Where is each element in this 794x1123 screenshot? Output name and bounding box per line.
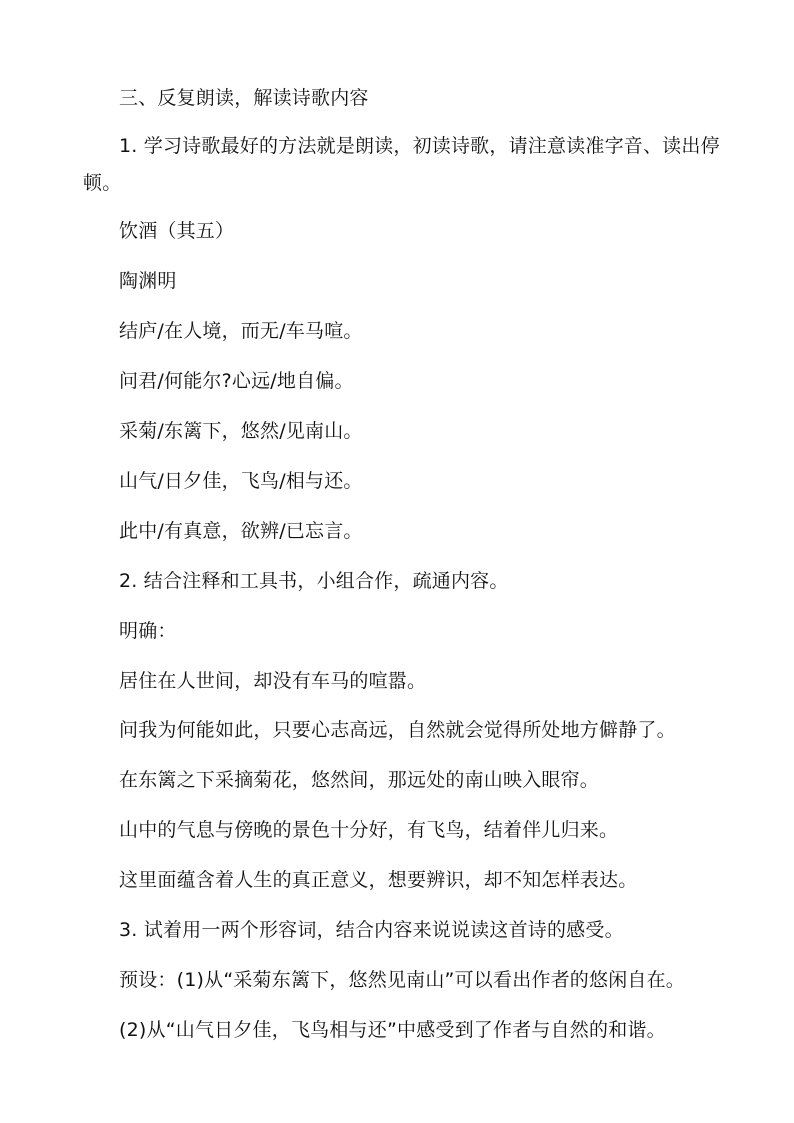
clarify-label: 明确： xyxy=(119,620,177,642)
poem-line: 山气/日夕佳，飞鸟/相与还。 xyxy=(119,470,363,492)
section-heading: 三、反复朗读，解读诗歌内容 xyxy=(119,87,369,109)
poem-line: 问君/何能尔?心远/地自偏。 xyxy=(119,370,354,392)
poem-line: 采菊/东篱下，悠然/见南山。 xyxy=(119,420,363,442)
translation-line: 问我为何能如此，只要心志高远，自然就会觉得所处地方僻静了。 xyxy=(119,719,676,741)
item-2: 2. 结合注释和工具书，小组合作，疏通内容。 xyxy=(119,570,509,592)
preset-2: (2)从“山气日夕佳，飞鸟相与还”中感受到了作者与自然的和谐。 xyxy=(119,1019,666,1041)
poem-author: 陶渊明 xyxy=(119,270,177,292)
translation-line: 这里面蕴含着人生的真正意义，想要辨识，却不知怎样表达。 xyxy=(119,869,638,891)
item-3: 3. 试着用一两个形容词，结合内容来说说读这首诗的感受。 xyxy=(119,919,624,941)
translation-line: 山中的气息与傍晚的景色十分好，有飞鸟，结着伴儿归来。 xyxy=(119,819,619,841)
poem-line: 结庐/在人境，而无/车马喧。 xyxy=(119,320,363,342)
poem-line: 此中/有真意，欲辨/已忘言。 xyxy=(119,520,363,542)
translation-line: 居住在人世间，却没有车马的喧嚣。 xyxy=(119,670,427,692)
preset-1: 预设：(1)从“采菊东篱下，悠然见南山”可以看出作者的悠闲自在。 xyxy=(119,969,686,991)
translation-line: 在东篱之下采摘菊花，悠然间，那远处的南山映入眼帘。 xyxy=(119,769,600,791)
poem-title: 饮酒（其五） xyxy=(119,220,235,242)
item-1-line-2: 顿。 xyxy=(83,172,122,194)
item-1-line-1: 1. 学习诗歌最好的方法就是朗读，初读诗歌，请注意读准字音、读出停 xyxy=(119,135,720,157)
